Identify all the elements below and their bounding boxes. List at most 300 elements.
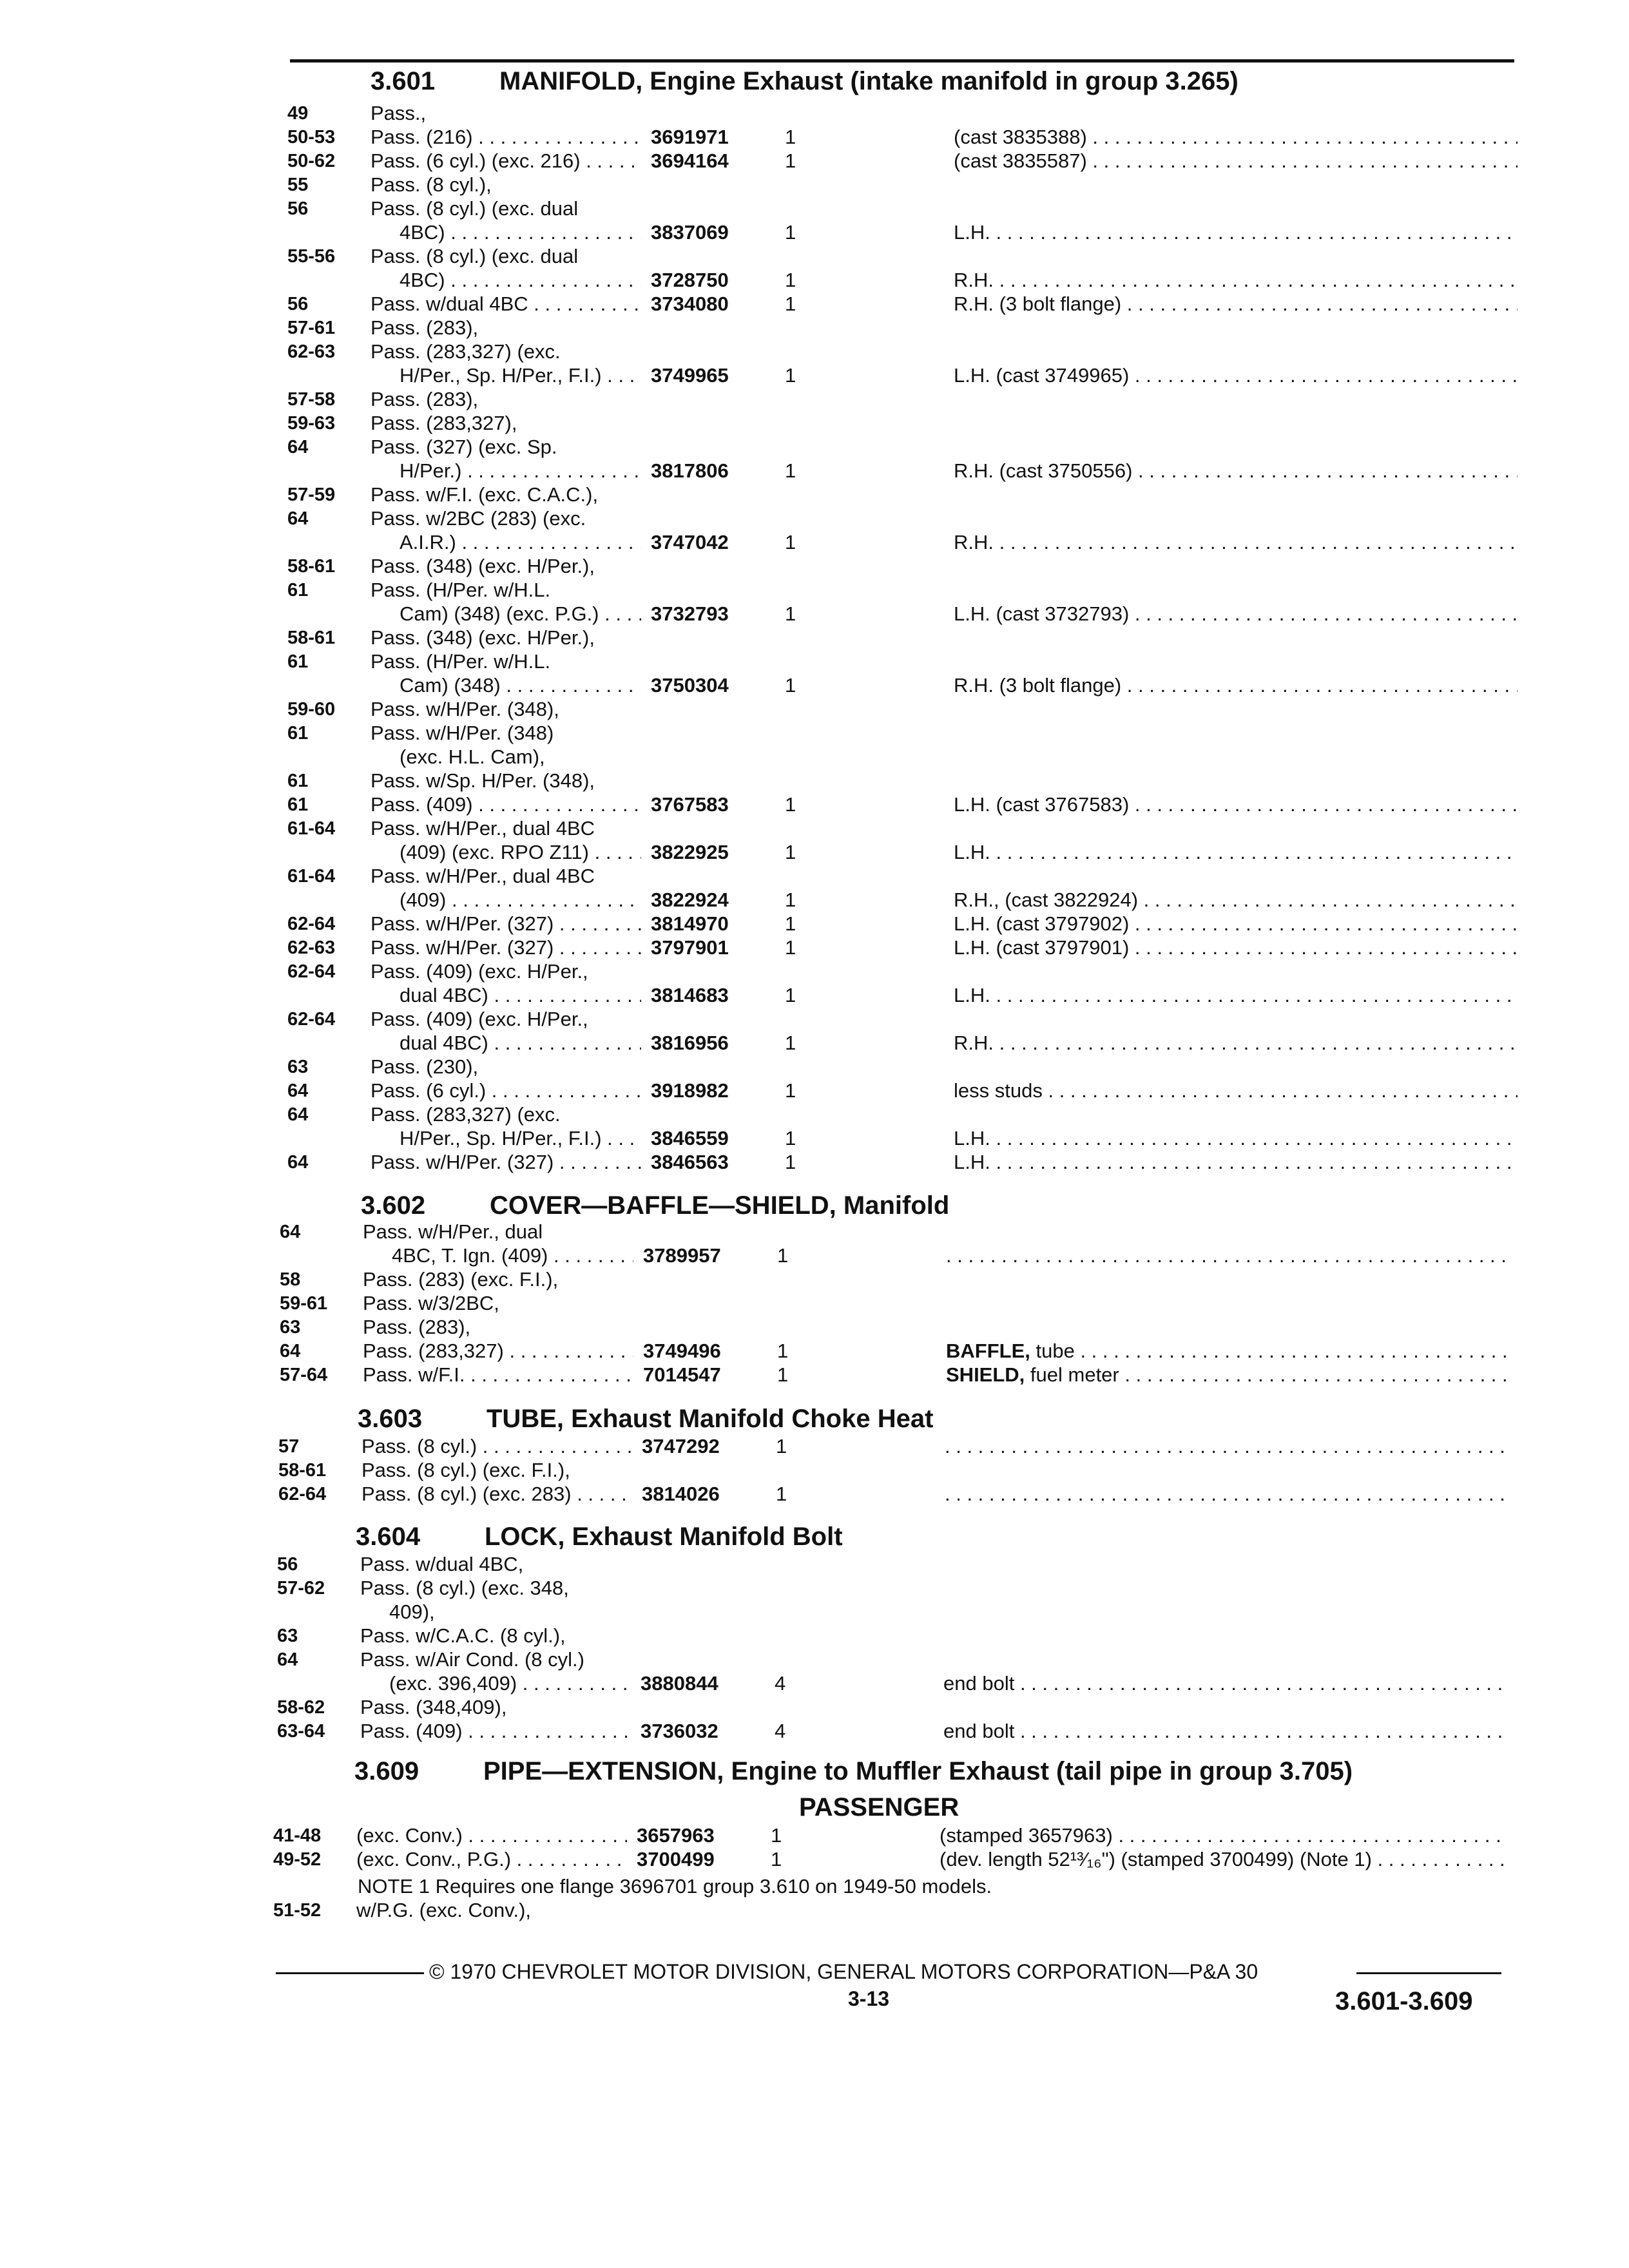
application-description: Pass., — [371, 102, 427, 124]
part-number: 3728750 — [651, 269, 729, 291]
part-number: 3789957 — [643, 1244, 721, 1267]
remarks — [954, 220, 1518, 245]
table-row — [0, 197, 1629, 221]
remarks-text: less studs — [954, 1079, 1043, 1102]
application-description: Pass. w/dual 4BC . . . — [371, 292, 641, 316]
application-description: Pass. (348,409), — [360, 1696, 507, 1718]
quantity: 1 — [785, 221, 796, 244]
application-description: Pass. (8 cyl.) (exc. 283) . . . — [361, 1482, 632, 1506]
remarks-text: R.H. (3 bolt flange) — [954, 674, 1122, 697]
quantity: 1 — [776, 1483, 787, 1505]
model-years: 61 — [287, 771, 309, 791]
remarks — [940, 1847, 1503, 1872]
part-number: 3814683 — [651, 984, 729, 1006]
table-row — [0, 435, 1629, 459]
model-years: 64 — [287, 437, 309, 457]
application-description: Pass. (409) . . . — [360, 1719, 631, 1744]
application-description: dual 4BC) . . . — [371, 983, 641, 1008]
model-years: 61-64 — [287, 818, 336, 839]
part-number: 3822924 — [651, 889, 729, 911]
remarks-text: R.H. — [954, 1032, 994, 1054]
table-row — [0, 697, 1629, 722]
top-rule — [290, 59, 1514, 62]
table-row — [0, 220, 1629, 245]
application-description: Pass. w/dual 4BC, — [360, 1553, 524, 1575]
application-description: 4BC, T. Ign. (409) . . . — [363, 1244, 633, 1268]
table-row — [0, 840, 1629, 865]
model-years: 63 — [277, 1626, 298, 1646]
quantity: 1 — [785, 1127, 796, 1149]
model-years: 63 — [280, 1317, 301, 1338]
quantity: 1 — [785, 841, 796, 863]
page-number: 3-13 — [848, 1987, 890, 2010]
model-years: 58-61 — [287, 628, 336, 648]
remarks — [954, 936, 1518, 960]
remarks-text: (stamped 3657963) — [940, 1824, 1113, 1847]
part-number: 3880844 — [641, 1672, 718, 1695]
remarks-text: L.H. (cast 3732793) — [954, 602, 1130, 625]
section-title: TUBE, Exhaust Manifold Choke Heat — [487, 1405, 934, 1433]
application-description: Pass. w/H/Per. (348) — [371, 722, 554, 744]
section-title: MANIFOLD, Engine Exhaust (intake manifold in group 3.265) — [499, 67, 1239, 95]
part-number: 3747042 — [651, 531, 729, 553]
remarks-text: L.H. (cast 3767583) — [954, 793, 1130, 816]
quantity: 1 — [785, 602, 796, 625]
part-number: 3816956 — [651, 1032, 729, 1054]
table-row — [0, 483, 1629, 507]
part-number: 3747292 — [642, 1435, 720, 1457]
application-description: Pass. w/F.I. . . . — [363, 1363, 633, 1387]
application-description: Pass. (8 cyl.) (exc. dual — [371, 245, 579, 267]
application-description: Pass. (283,327), — [371, 412, 517, 434]
section-number: 3.601 — [371, 67, 436, 95]
remarks — [945, 1434, 1509, 1459]
table-row — [0, 888, 1629, 912]
model-years: 56 — [277, 1554, 298, 1575]
model-years: 62-64 — [287, 914, 336, 934]
remarks-text: (dev. length 52¹³⁄₁₆") (stamped 3700499) (Note 1) — [940, 1848, 1372, 1870]
application-description: Pass. w/Sp. H/Per. (348), — [371, 769, 595, 792]
part-number: 3691971 — [651, 126, 729, 148]
application-description: (409) . . . — [371, 888, 641, 912]
table-row — [0, 1624, 1619, 1648]
model-years: 62-64 — [278, 1484, 327, 1504]
table-row — [0, 530, 1629, 555]
remarks-text: R.H. — [954, 531, 994, 553]
section-range: 3.601-3.609 — [1335, 1987, 1473, 2015]
remarks-text: L.H. (cast 3797901) — [954, 936, 1130, 959]
part-number: 3846559 — [651, 1127, 729, 1149]
model-years: 59-61 — [280, 1293, 328, 1314]
table-row — [0, 1150, 1629, 1175]
model-years: 58-62 — [277, 1697, 325, 1718]
remarks — [954, 673, 1518, 698]
remarks-text: (cast 3835587) — [954, 149, 1087, 172]
quantity: 1 — [785, 936, 796, 959]
table-row — [0, 1719, 1619, 1744]
remarks — [954, 1126, 1518, 1151]
table-row — [0, 1898, 1615, 1923]
table-row — [0, 673, 1629, 698]
model-years: 61 — [287, 580, 309, 601]
table-row — [0, 816, 1629, 841]
application-description: Pass. (409) . . . — [371, 793, 641, 817]
model-years: 64 — [287, 508, 309, 529]
model-years: 58 — [280, 1269, 301, 1290]
part-number: 3734080 — [651, 293, 729, 315]
application-description: 4BC) . . . — [371, 220, 641, 245]
model-years: 58-61 — [287, 556, 336, 577]
part-number: 3749496 — [643, 1340, 721, 1362]
remarks-text: L.H. — [954, 1151, 990, 1173]
quantity: 1 — [785, 984, 796, 1006]
footer-rule — [1356, 1972, 1501, 1974]
model-years: 41-48 — [273, 1825, 322, 1846]
remarks-text: L.H. — [954, 221, 990, 244]
table-row — [0, 268, 1629, 293]
table-row — [0, 1007, 1629, 1032]
application-description: Pass. w/C.A.C. (8 cyl.), — [360, 1624, 566, 1647]
model-years: 62-64 — [287, 961, 336, 982]
application-description: Pass. (230), — [371, 1055, 479, 1078]
table-row — [0, 1648, 1619, 1672]
section-number: 3.602 — [361, 1191, 426, 1220]
quantity: 1 — [785, 793, 796, 816]
application-description: Pass. (327) (exc. Sp. — [371, 436, 557, 458]
section-number: 3.603 — [358, 1405, 423, 1433]
table-row — [0, 1671, 1619, 1696]
application-description: w/P.G. (exc. Conv.), — [356, 1899, 532, 1921]
model-years: 64 — [277, 1649, 298, 1670]
table-row — [0, 864, 1629, 889]
application-description: Pass. w/2BC (283) (exc. — [371, 507, 586, 530]
table-row — [0, 411, 1629, 436]
table-row — [0, 1552, 1619, 1577]
quantity: 1 — [785, 126, 796, 148]
application-description: Pass. (283), — [371, 316, 479, 339]
remarks — [945, 1482, 1509, 1506]
remarks-text: tube — [1030, 1340, 1075, 1362]
application-description: Pass. (H/Per. w/H.L. — [371, 650, 551, 673]
model-years: 64 — [280, 1222, 301, 1242]
table-row — [0, 316, 1629, 340]
application-description: Pass. w/H/Per. (348), — [371, 698, 559, 720]
remarks — [954, 149, 1518, 173]
part-number: 3750304 — [651, 674, 729, 697]
quantity: 1 — [785, 149, 796, 172]
part-number: 3700499 — [637, 1848, 715, 1870]
part-number: 3732793 — [651, 602, 729, 625]
part-number: 3837069 — [651, 221, 729, 244]
remarks-bold-label: SHIELD, — [946, 1363, 1025, 1386]
model-years: 61 — [287, 723, 309, 744]
model-years: 61 — [287, 794, 309, 815]
table-row — [0, 1482, 1620, 1506]
remarks — [954, 840, 1518, 865]
application-description: Pass. (283), — [363, 1316, 471, 1338]
table-row — [0, 721, 1629, 745]
model-years: 57 — [278, 1436, 300, 1457]
model-years: 57-64 — [280, 1365, 328, 1385]
remarks-text: L.H. — [954, 841, 990, 863]
table-row — [0, 1695, 1619, 1720]
remarks — [946, 1244, 1510, 1268]
remarks — [954, 292, 1518, 316]
model-years: 62-63 — [287, 341, 336, 362]
table-row — [0, 1339, 1621, 1363]
application-description: Pass. w/H/Per., dual 4BC — [371, 865, 595, 887]
table-row — [0, 578, 1629, 602]
application-description: Pass. (216) . . . — [371, 125, 641, 149]
table-row — [0, 244, 1629, 269]
part-number: 3822925 — [651, 841, 729, 863]
model-years: 64 — [287, 1152, 309, 1173]
application-description: Pass. (6 cyl.) (exc. 216) . . . — [371, 149, 641, 173]
remarks — [954, 1079, 1518, 1103]
part-number: 3918982 — [651, 1079, 729, 1102]
model-years: 61-64 — [287, 866, 336, 887]
application-description: Pass. (283) (exc. F.I.), — [363, 1268, 559, 1291]
remarks — [946, 1339, 1510, 1363]
part-number: 3736032 — [641, 1720, 718, 1742]
quantity: 1 — [785, 912, 796, 935]
quantity: 1 — [771, 1848, 782, 1870]
part-number: 3846563 — [651, 1151, 729, 1173]
remarks — [954, 983, 1518, 1008]
model-years: 64 — [287, 1104, 309, 1125]
part-number: 3817806 — [651, 459, 729, 482]
section-number: 3.604 — [356, 1523, 421, 1551]
application-description: (exc. Conv.) . . . — [356, 1823, 627, 1848]
application-description: 409), — [389, 1600, 435, 1623]
table-row — [0, 173, 1629, 197]
application-description: (409) (exc. RPO Z11) . . . — [371, 840, 641, 865]
quantity: 1 — [785, 674, 796, 697]
remarks-text: R.H. — [954, 269, 994, 291]
section-title: LOCK, Exhaust Manifold Bolt — [485, 1523, 843, 1551]
part-number: 3797901 — [651, 936, 729, 959]
model-years: 57-58 — [287, 389, 336, 410]
application-description: Cam) (348) . . . — [371, 673, 641, 698]
application-description: (exc. Conv., P.G.) . . . — [356, 1847, 627, 1872]
footer-rule — [276, 1972, 424, 1974]
remarks — [954, 363, 1518, 388]
quantity: 1 — [771, 1824, 782, 1847]
remarks-text: R.H. (cast 3750556) — [954, 459, 1133, 482]
table-row — [0, 1315, 1621, 1340]
quantity: 1 — [785, 269, 796, 291]
table-row — [0, 602, 1629, 626]
table-row — [0, 912, 1629, 936]
model-years: 56 — [287, 294, 309, 314]
model-years: 64 — [287, 1081, 309, 1101]
application-description: Pass. (6 cyl.) . . . — [371, 1079, 641, 1103]
part-number: 7014547 — [643, 1363, 721, 1386]
remarks — [954, 888, 1518, 912]
application-description: Pass. w/H/Per. (327) . . . — [371, 1150, 641, 1175]
table-row — [0, 1126, 1629, 1151]
remarks-text: end bolt — [943, 1720, 1015, 1742]
remarks-text: R.H., (cast 3822924) — [954, 889, 1139, 911]
application-description: 4BC) . . . — [371, 268, 641, 293]
model-years: 51-52 — [273, 1900, 322, 1921]
remarks-text: L.H. — [954, 984, 990, 1006]
application-description: Pass. (283), — [371, 388, 479, 410]
remarks — [954, 1031, 1518, 1055]
application-description: Pass. (409) (exc. H/Per., — [371, 1008, 588, 1030]
table-row — [0, 506, 1629, 531]
model-years: 57-61 — [287, 318, 336, 338]
model-years: 57-59 — [287, 485, 336, 505]
table-row — [0, 554, 1629, 579]
section-title: PIPE—EXTENSION, Engine to Muffler Exhaust (tail pipe in group 3.705) — [483, 1757, 1353, 1785]
remarks-text: end bolt — [943, 1672, 1015, 1695]
model-years: 50-53 — [287, 127, 336, 148]
table-row — [0, 125, 1629, 149]
application-description: Pass. (348) (exc. H/Per.), — [371, 555, 595, 577]
application-description: Pass. (8 cyl.) (exc. F.I.), — [361, 1459, 570, 1481]
quantity: 4 — [775, 1720, 786, 1742]
application-description: Pass. (8 cyl.) (exc. 348, — [360, 1577, 569, 1599]
table-row — [0, 1244, 1621, 1268]
remarks-text: L.H. (cast 3797902) — [954, 912, 1130, 935]
model-years: 61 — [287, 651, 309, 672]
quantity: 4 — [775, 1672, 786, 1695]
table-row — [0, 1291, 1621, 1316]
table-row — [0, 626, 1629, 650]
table-row — [0, 1031, 1629, 1055]
quantity: 1 — [777, 1244, 789, 1267]
table-row — [0, 649, 1629, 674]
table-row — [0, 769, 1629, 793]
application-description: Pass. (348) (exc. H/Per.), — [371, 626, 595, 649]
part-number: 3657963 — [637, 1824, 715, 1847]
remarks — [954, 459, 1518, 483]
remarks-text: L.H. — [954, 1127, 990, 1149]
model-years: 55-56 — [287, 246, 336, 267]
quantity: 1 — [785, 1032, 796, 1054]
model-years: 63-64 — [277, 1721, 325, 1742]
quantity: 1 — [776, 1435, 787, 1457]
table-row — [0, 1055, 1629, 1079]
remarks — [954, 793, 1518, 817]
model-years: 62-64 — [287, 1009, 336, 1030]
table-row — [0, 936, 1629, 960]
table-row — [0, 459, 1629, 483]
application-description: H/Per., Sp. H/Per., F.I.) . . . — [371, 1126, 641, 1151]
model-years: 63 — [287, 1057, 309, 1077]
remarks-text: R.H. (3 bolt flange) — [954, 293, 1122, 315]
application-description: Pass. w/H/Per. (327) . . . — [371, 912, 641, 936]
application-description: Pass. (409) (exc. H/Per., — [371, 960, 588, 983]
quantity: 1 — [785, 364, 796, 387]
remarks — [954, 530, 1518, 555]
section-number: 3.609 — [354, 1757, 419, 1785]
application-description: Cam) (348) (exc. P.G.) . . . — [371, 602, 641, 626]
application-description: H/Per.) . . . — [371, 459, 641, 483]
quantity: 1 — [777, 1363, 789, 1386]
table-row — [0, 1847, 1615, 1872]
table-row — [0, 983, 1629, 1008]
table-row — [0, 387, 1629, 412]
table-row — [0, 1576, 1619, 1600]
model-years: 58-61 — [278, 1460, 327, 1481]
remarks — [954, 602, 1518, 626]
model-years: 59-60 — [287, 699, 336, 720]
table-row — [0, 1458, 1620, 1483]
table-row — [0, 1220, 1621, 1244]
remarks-text: fuel meter — [1025, 1363, 1119, 1386]
application-description: Pass. (H/Per. w/H.L. — [371, 579, 551, 601]
application-description: Pass. (283,327) (exc. — [371, 1103, 561, 1126]
application-description: Pass. (8 cyl.) (exc. dual — [371, 197, 579, 220]
application-description: Pass. w/H/Per., dual — [363, 1220, 543, 1243]
remarks — [943, 1671, 1507, 1696]
quantity: 1 — [785, 889, 796, 911]
model-years: 50-62 — [287, 151, 336, 171]
model-years: 59-63 — [287, 413, 336, 434]
remarks — [954, 268, 1518, 293]
model-years: 49 — [287, 103, 309, 124]
application-description: Pass. w/Air Cond. (8 cyl.) — [360, 1648, 584, 1671]
table-row — [0, 959, 1629, 984]
quantity: 1 — [785, 1151, 796, 1173]
model-years: 49-52 — [273, 1849, 322, 1870]
quantity: 1 — [785, 531, 796, 553]
application-description: Pass. w/H/Per. (327) . . . — [371, 936, 641, 960]
application-description: (exc. 396,409) . . . — [360, 1671, 631, 1696]
footer-copyright: © 1970 CHEVROLET MOTOR DIVISION, GENERAL MOTORS CORPORATION—P&A 30 — [429, 1960, 1258, 1983]
application-description: Pass. w/H/Per., dual 4BC — [371, 817, 595, 840]
table-row — [0, 363, 1629, 388]
application-description: Pass. (283,327) (exc. — [371, 340, 561, 363]
model-years: 57-62 — [277, 1578, 325, 1599]
table-row — [0, 1267, 1621, 1292]
footnote: NOTE 1 Requires one flange 3696701 group 3.610 on 1949-50 models. — [358, 1875, 992, 1898]
application-description: (exc. H.L. Cam), — [400, 745, 545, 768]
remarks — [954, 125, 1518, 149]
table-row — [0, 1102, 1629, 1127]
table-row — [0, 1823, 1615, 1848]
model-years: 55 — [287, 175, 309, 195]
application-description: A.I.R.) . . . — [371, 530, 641, 555]
quantity: 1 — [785, 459, 796, 482]
subheading: PASSENGER — [799, 1793, 959, 1821]
table-row — [0, 101, 1629, 126]
part-number: 3814970 — [651, 912, 729, 935]
application-description: Pass. (8 cyl.), — [371, 173, 492, 196]
remarks-bold-label: BAFFLE, — [946, 1340, 1030, 1362]
part-number: 3694164 — [651, 149, 729, 172]
remarks — [954, 912, 1518, 936]
table-row — [0, 793, 1629, 817]
application-description: Pass. w/F.I. (exc. C.A.C.), — [371, 483, 599, 506]
part-number: 3767583 — [651, 793, 729, 816]
table-row — [0, 745, 1629, 769]
remarks-text: (cast 3835388) — [954, 126, 1087, 148]
quantity: 1 — [785, 1079, 796, 1102]
model-years: 64 — [280, 1341, 301, 1361]
quantity: 1 — [777, 1340, 789, 1362]
application-description: Pass. (8 cyl.) . . . — [361, 1434, 632, 1459]
part-number: 3814026 — [642, 1483, 720, 1505]
application-description: dual 4BC) . . . — [371, 1031, 641, 1055]
table-row — [0, 1363, 1621, 1387]
table-row — [0, 292, 1629, 316]
remarks — [940, 1823, 1503, 1848]
quantity: 1 — [785, 293, 796, 315]
remarks — [943, 1719, 1507, 1744]
